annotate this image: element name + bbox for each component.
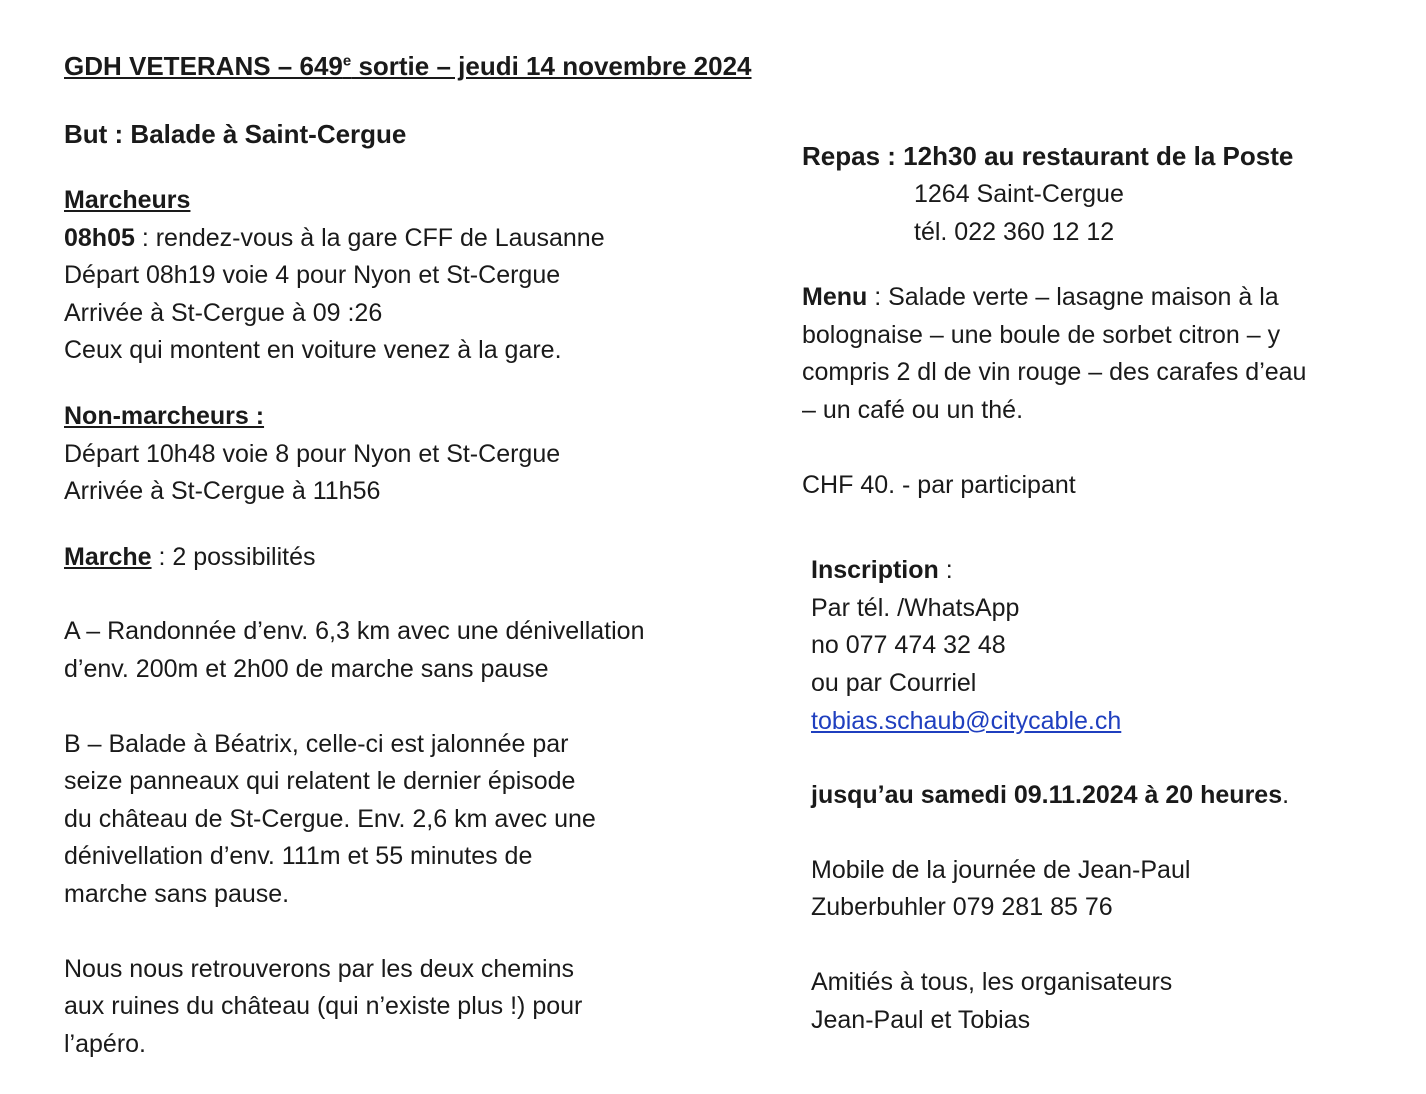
walkers-meeting-line <box>64 220 744 258</box>
inscription-block <box>802 552 1392 1039</box>
menu-line: bolognaise – une boule de sorbet citron – y <box>802 320 1281 349</box>
walkers-meeting-text: : rendez-vous à la gare CFF de Lausanne <box>134 223 605 252</box>
title-prefix: GDH VETERANS – 649 <box>64 51 343 81</box>
option-b-line: dénivellation d’env. 111m et 55 minutes de <box>64 842 533 871</box>
deadline-text: jusqu’au samedi 09.11.2024 à 20 heures <box>811 781 1283 810</box>
page-title <box>64 44 752 88</box>
email-line <box>811 703 1392 741</box>
meal-heading: Repas : 12h30 au restaurant de la Poste <box>802 141 1294 171</box>
walkers-heading: Marcheurs <box>64 186 191 214</box>
deadline-line <box>811 777 1392 815</box>
option-b-line: B – Balade à Béatrix, celle-ci est jalonnée par <box>64 729 569 758</box>
closing-line: Jean-Paul et Tobias <box>811 1005 1031 1034</box>
option-b-line: marche sans pause. <box>64 879 290 908</box>
deadline-period: . <box>1282 781 1290 810</box>
non-walkers-line: Arrivée à St-Cergue à 11h56 <box>64 477 381 506</box>
walkers-line: Départ 08h19 voie 4 pour Nyon et St-Cergue <box>64 261 561 290</box>
email-link[interactable]: tobias.schaub@citycable.ch <box>811 706 1122 735</box>
menu-line: compris 2 dl de vin rouge – des carafes d’eau <box>802 358 1307 387</box>
inscription-line: Par tél. /WhatsApp <box>811 593 1020 622</box>
non-walkers-heading: Non-marcheurs : <box>64 401 265 430</box>
restaurant-phone: tél. 022 360 12 12 <box>914 217 1115 246</box>
title-superscript: e <box>342 52 352 70</box>
option-a-line: d’env. 200m et 2h00 de marche sans pause <box>64 654 549 683</box>
inscription-heading-line <box>811 552 1392 590</box>
menu-label: Menu <box>802 283 868 312</box>
mobile-line: Zuberbuhler 079 281 85 76 <box>811 893 1113 922</box>
menu-line: – un café ou un thé. <box>802 395 1024 424</box>
option-b-line: seize panneaux qui relatent le dernier épisode <box>64 767 576 796</box>
menu-text: : Salade verte – lasagne maison à la <box>867 283 1279 312</box>
walkers-meeting-time: 08h05 <box>64 223 135 252</box>
inscription-label: Inscription <box>811 556 939 585</box>
option-b-line: du château de St-Cergue. Env. 2,6 km avec une <box>64 804 596 833</box>
menu-first-line <box>802 279 1392 317</box>
restaurant-address: 1264 Saint-Cergue <box>914 180 1124 208</box>
inscription-label-rest: : <box>938 556 953 585</box>
closing-line: Amitiés à tous, les organisateurs <box>811 967 1173 996</box>
meeting-point-line: Nous nous retrouverons par les deux chemins <box>64 954 574 983</box>
mobile-line: Mobile de la journée de Jean-Paul <box>811 855 1191 884</box>
meeting-point-line: l’apéro. <box>64 1029 146 1058</box>
option-a-line: A – Randonnée d’env. 6,3 km avec une dénivellation <box>64 617 645 646</box>
inscription-line: no 077 474 32 48 <box>811 631 1006 660</box>
inscription-line: ou par Courriel <box>811 668 977 697</box>
goal-heading: But : Balade à Saint-Cergue <box>64 119 407 149</box>
price-line: CHF 40. - par participant <box>802 470 1076 499</box>
walk-heading-line <box>64 539 744 577</box>
title-suffix: sortie – jeudi 14 novembre 2024 <box>351 51 752 81</box>
non-walkers-line: Départ 10h48 voie 8 pour Nyon et St-Cergue <box>64 439 561 468</box>
left-column <box>64 44 752 1063</box>
right-column <box>802 136 1392 1039</box>
walkers-line: Ceux qui montent en voiture venez à la gare. <box>64 336 562 365</box>
walk-heading: Marche <box>64 542 152 571</box>
walk-heading-text: : 2 possibilités <box>151 542 316 571</box>
meeting-point-line: aux ruines du château (qui n’existe plus !) pour <box>64 992 583 1021</box>
walkers-line: Arrivée à St-Cergue à 09 :26 <box>64 298 383 327</box>
